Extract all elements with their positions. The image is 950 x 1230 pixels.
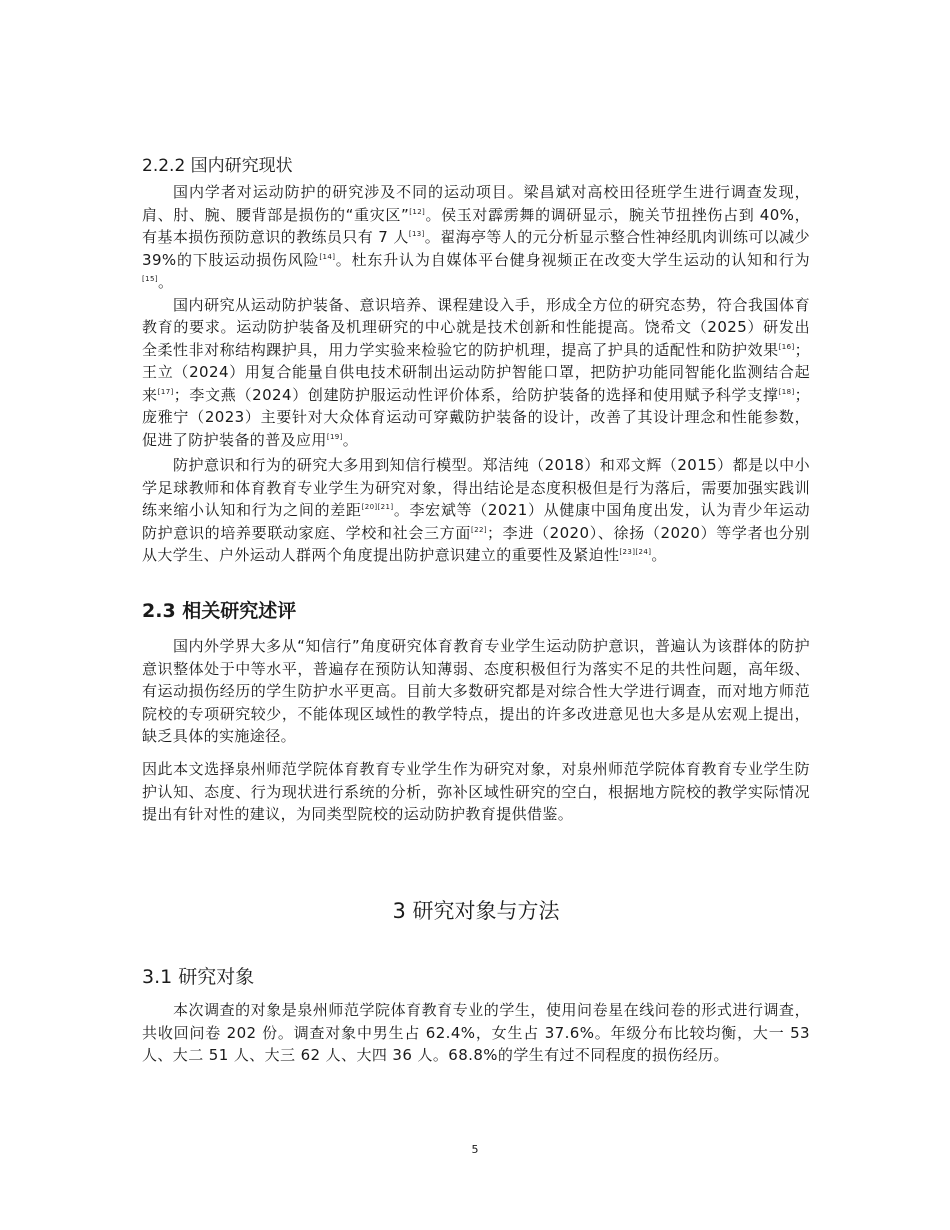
paragraph-subjects [142,999,810,1067]
citation-ref: [23][24] [619,548,652,556]
section-2-2-2 [142,155,810,177]
section-heading-2-2-2: 2.2.2 国内研究现状 [142,156,293,176]
body-paragraph-6: 本次调查的对象是泉州师范学院体育教育专业的学生，使用问卷星在线问卷的形式进行调查，共收回问卷 202 份。调查对象中男生占 62.4%，女生占 37.6%。年级分布比较均衡，大一 53 人、大二 51 人、大三 62 人、大四 36 人。68.8%的学生有过不同程度的损伤经历。 [142,1001,810,1064]
chapter-heading-3: 3 研究对象与方法 [392,899,560,923]
section-3-1 [142,965,810,989]
paragraph-review [142,635,810,748]
body-paragraph-5: 因此本文选择泉州师范学院体育教育专业学生作为研究对象，对泉州师范学院体育教育专业学生防护认知、态度、行为现状进行系统的分析，弥补区域性研究的空白，根据地方院校的教学实际情况提出有针对性的建议，为同类型院校的运动防护教育提供借鉴。 [142,760,810,823]
citation-ref: [22] [471,525,487,534]
chapter-3 [142,898,810,924]
citation-ref: [20][21] [361,503,394,511]
paragraph-conclusion [142,758,810,826]
citation-ref: [19] [326,432,343,441]
body-paragraph-3: 防护意识和行为的研究大多用到知信行模型。郑洁纯（2018）和邓文辉（2015）都是以中小学足球教师和体育教育专业学生为研究对象，得出结论是态度积极但是行为落后，需要加强实践训练来缩小认知和行为之间的差距[20][21]。李宏斌等（2021）从健康中国角度出发，认为青少年运动防护意识的培养要联动家庭、学校和社会三方面[22]；李进（2020）、徐扬（2020）等学者也分别从大学生、户外运动人群两个角度提出防护意识建立的重要性及紧迫性[23][24]。 [142,456,810,564]
page-number: 5 [471,1143,479,1156]
paragraph-awareness-research [142,454,810,567]
citation-ref: [13] [408,230,425,238]
section-2-3 [142,599,810,623]
citation-ref: [15] [142,275,158,283]
citation-ref: [12] [409,207,426,216]
body-paragraph-4: 国内外学界大多从“知信行”角度研究体育教育专业学生运动防护意识，普遍认为该群体的防护意识整体处于中等水平，普遍存在预防认知薄弱、态度积极但行为落实不足的共性问题，高年级、有运动损伤经历的学生防护水平更高。目前大多数研究都是对综合性大学进行调查，而对地方师范院校的专项研究较少，不能体现区域性的教学特点，提出的许多改进意见也大多是从宏观上提出，缺乏具体的实施途径。 [142,637,810,745]
section-heading-3-1: 3.1 研究对象 [142,966,255,988]
citation-ref: [16] [778,342,795,351]
body-paragraph-1: 国内学者对运动防护的研究涉及不同的运动项目。梁昌斌对高校田径班学生进行调查发现，肩、肘、腕、腰背部是损伤的“重灾区”[12]。侯玉对霹雳舞的调研显示，腕关节扭挫伤占到 40%，有基本损伤预防意识的教练员只有 7 人[13]。翟海亭等人的元分析显示整合性神经肌肉训练可以减少 39%的下肢运动损伤风险[14]。杜东升认为自媒体平台健身视频正在改变大学生运动的认知和行为[15]。 [142,183,810,291]
body-paragraph-2: 国内研究从运动防护装备、意识培养、课程建设入手，形成全方位的研究态势，符合我国体育教育的要求。运动防护装备及机理研究的中心就是技术创新和性能提高。饶希文（2025）研发出全柔性非对称结构踝护具，用力学实验来检验它的防护机理，提高了护具的适配性和防护效果[16]；王立（2024）用复合能量自供电技术研制出运动防护智能口罩，把防护功能同智能化监测结合起来[17]；李文燕（2024）创建防护服运动性评价体系，给防护装备的选择和使用赋予科学支撑[18]；庞雅宁（2023）主要针对大众体育运动可穿戴防护装备的设计，改善了其设计理念和性能参数，促进了防护装备的普及应用[19]。 [142,295,810,449]
citation-ref: [14] [319,252,336,261]
section-heading-2-3: 2.3 相关研究述评 [142,600,297,622]
citation-ref: [18] [778,387,795,396]
paragraph-domestic-research [142,181,810,451]
citation-ref: [17] [157,387,174,396]
